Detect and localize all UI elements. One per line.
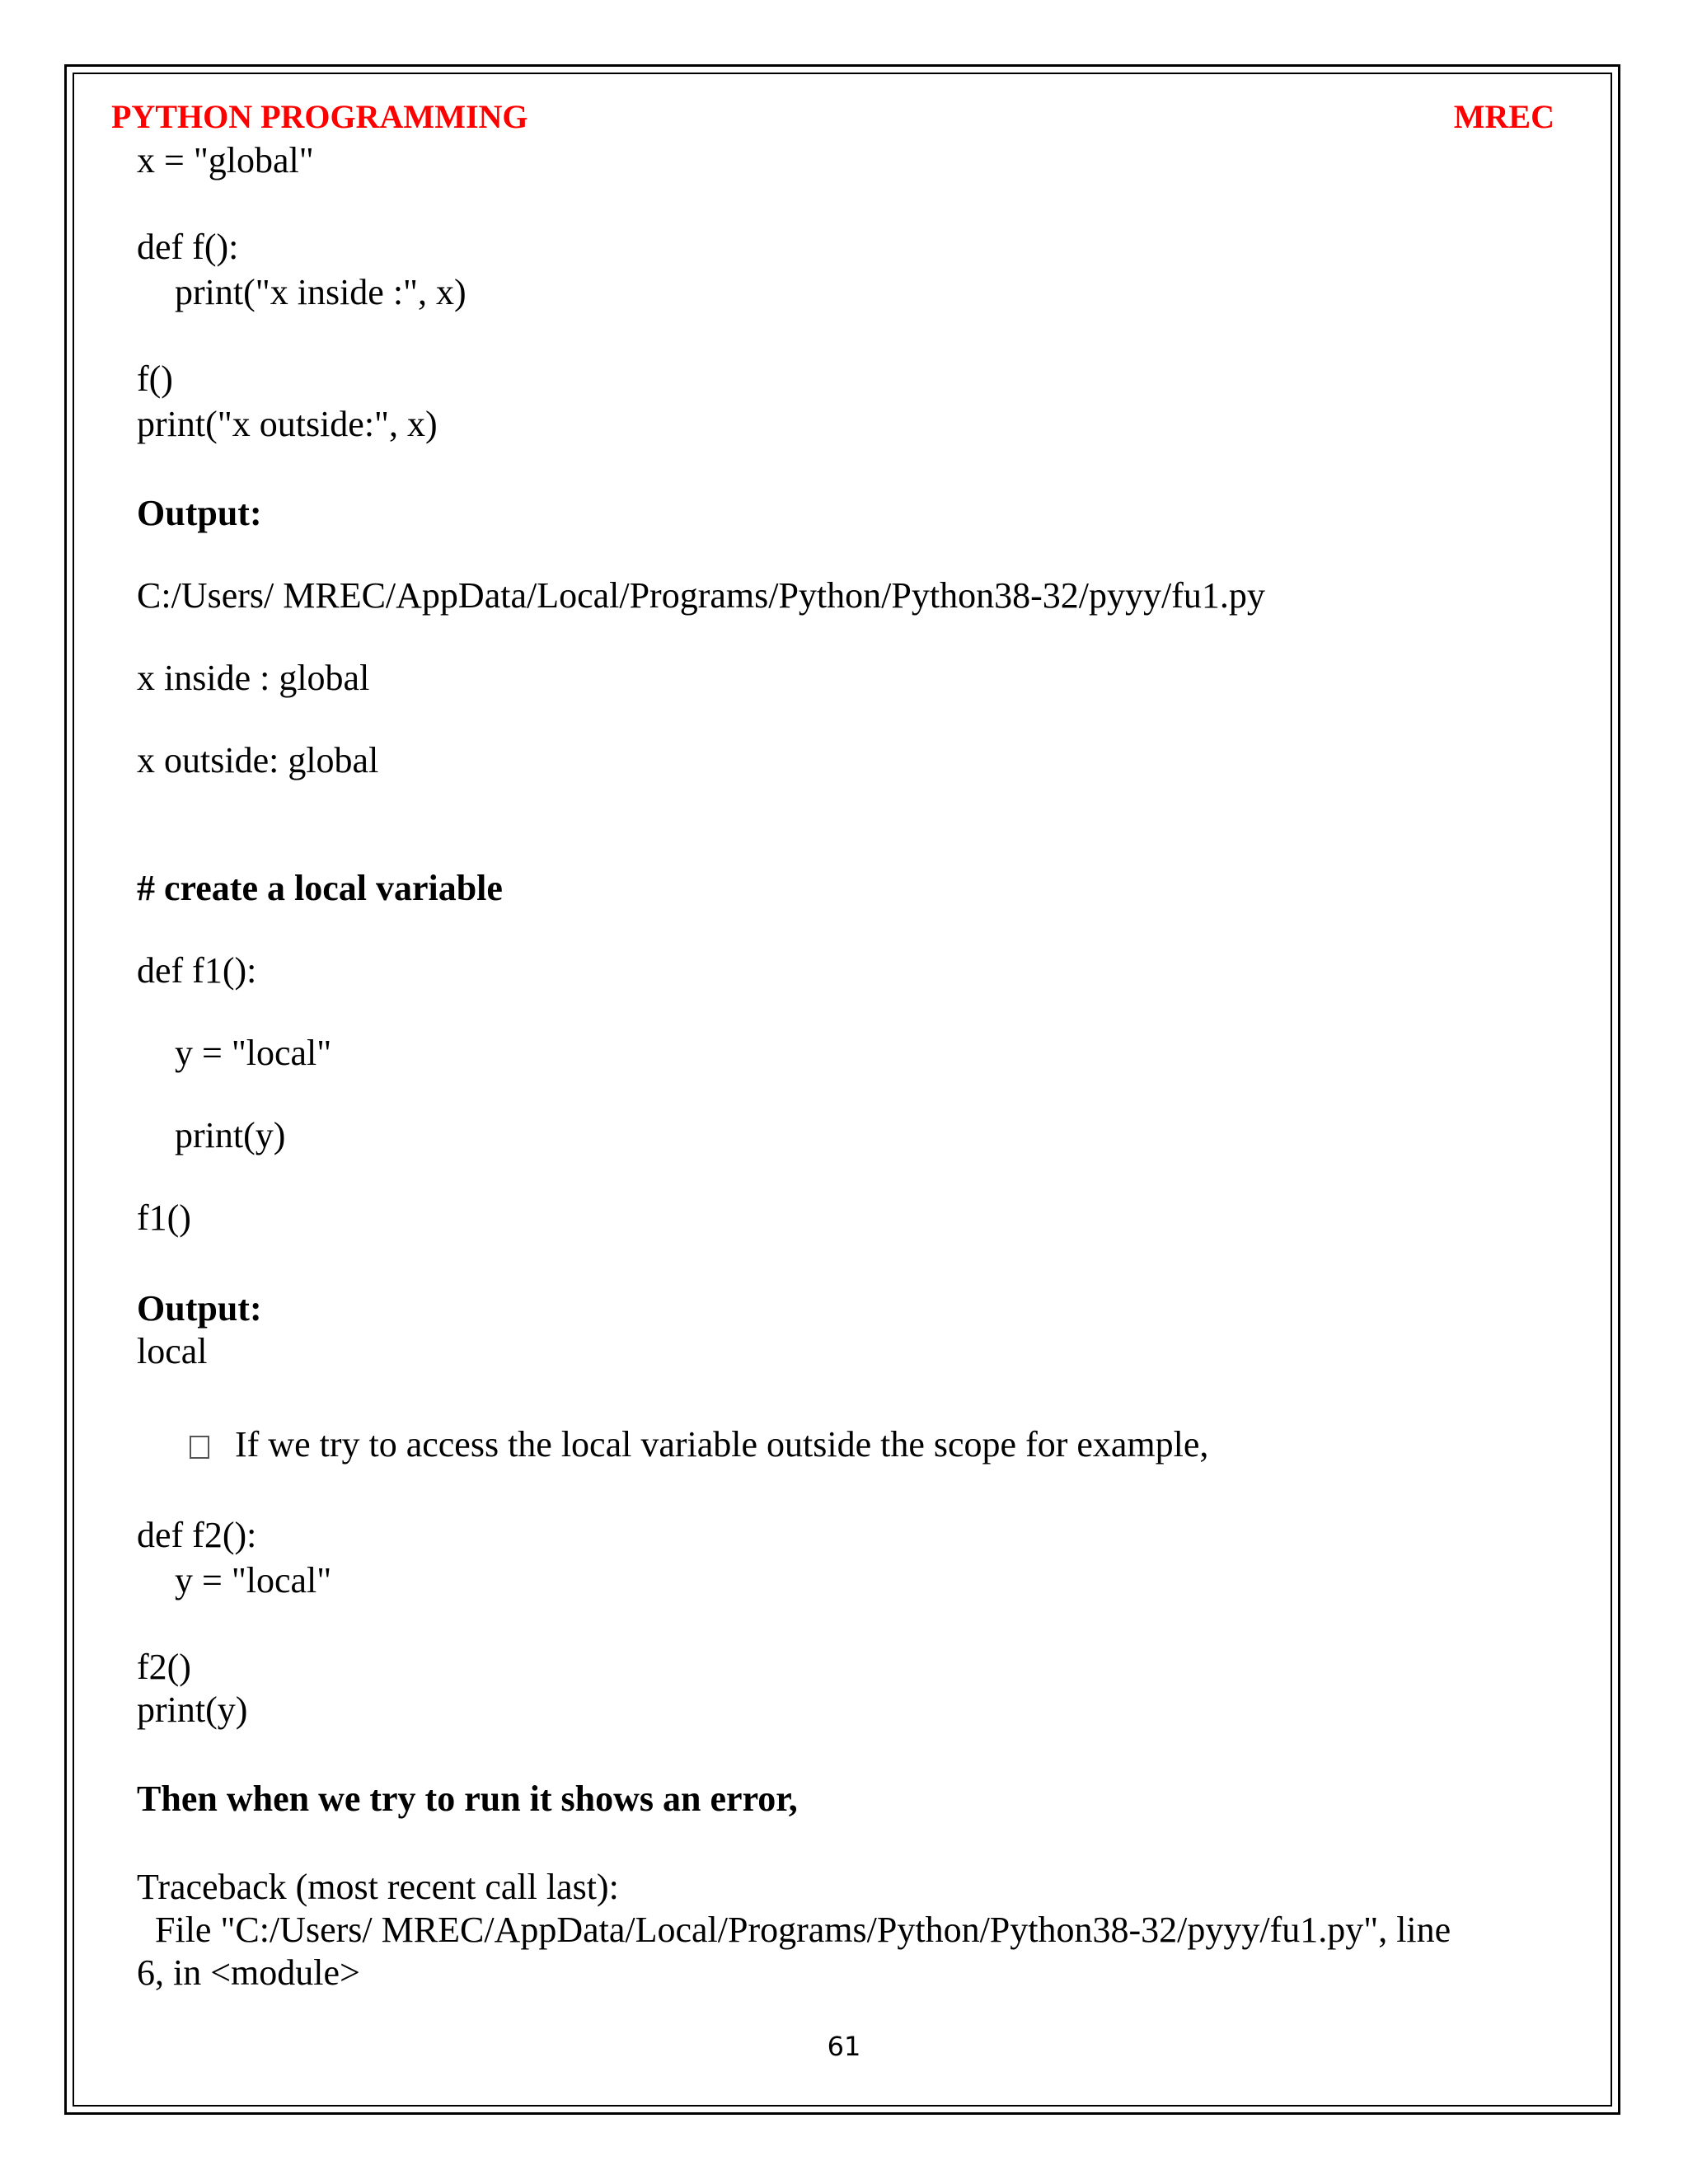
output-heading: Output:: [137, 493, 262, 533]
code-line: f1(): [137, 1197, 191, 1238]
code-line: y = "local": [175, 1560, 332, 1601]
code-line: y = "local": [175, 1033, 332, 1073]
code-line: f2(): [137, 1647, 191, 1687]
code-line: f(): [137, 359, 173, 399]
code-line: print("x outside:", x): [137, 404, 438, 444]
output-heading: Output:: [137, 1288, 262, 1329]
output-line: x outside: global: [137, 740, 379, 780]
page-number: 61: [827, 2031, 861, 2062]
section-heading: # create a local variable: [137, 868, 503, 908]
code-line: print("x inside :", x): [175, 272, 467, 312]
code-line: print(y): [175, 1115, 286, 1155]
output-line: local: [137, 1331, 208, 1371]
code-line: def f2():: [137, 1515, 257, 1555]
error-heading: Then when we try to run it shows an error,: [137, 1779, 798, 1819]
code-line: def f1():: [137, 950, 257, 991]
code-line: x = "global": [137, 140, 314, 180]
code-line: def f():: [137, 227, 239, 267]
header-institution: MREC: [1453, 98, 1554, 135]
bullet-text: If we try to access the local variable outside the scope for example,: [235, 1424, 1209, 1465]
traceback-line: File "C:/Users/ MREC/AppData/Local/Programs/Python/Python38-32/pyyy/fu1.py", line: [137, 1910, 1451, 1950]
traceback-line: 6, in <module>: [137, 1952, 360, 1993]
traceback-line: Traceback (most recent call last):: [137, 1867, 619, 1907]
bullet-box-icon: [190, 1436, 209, 1459]
output-line: x inside : global: [137, 658, 370, 698]
code-line: print(y): [137, 1690, 248, 1730]
output-path: C:/Users/ MREC/AppData/Local/Programs/Python/Python38-32/pyyy/fu1.py: [137, 575, 1265, 616]
header-course-title: PYTHON PROGRAMMING: [111, 98, 528, 135]
